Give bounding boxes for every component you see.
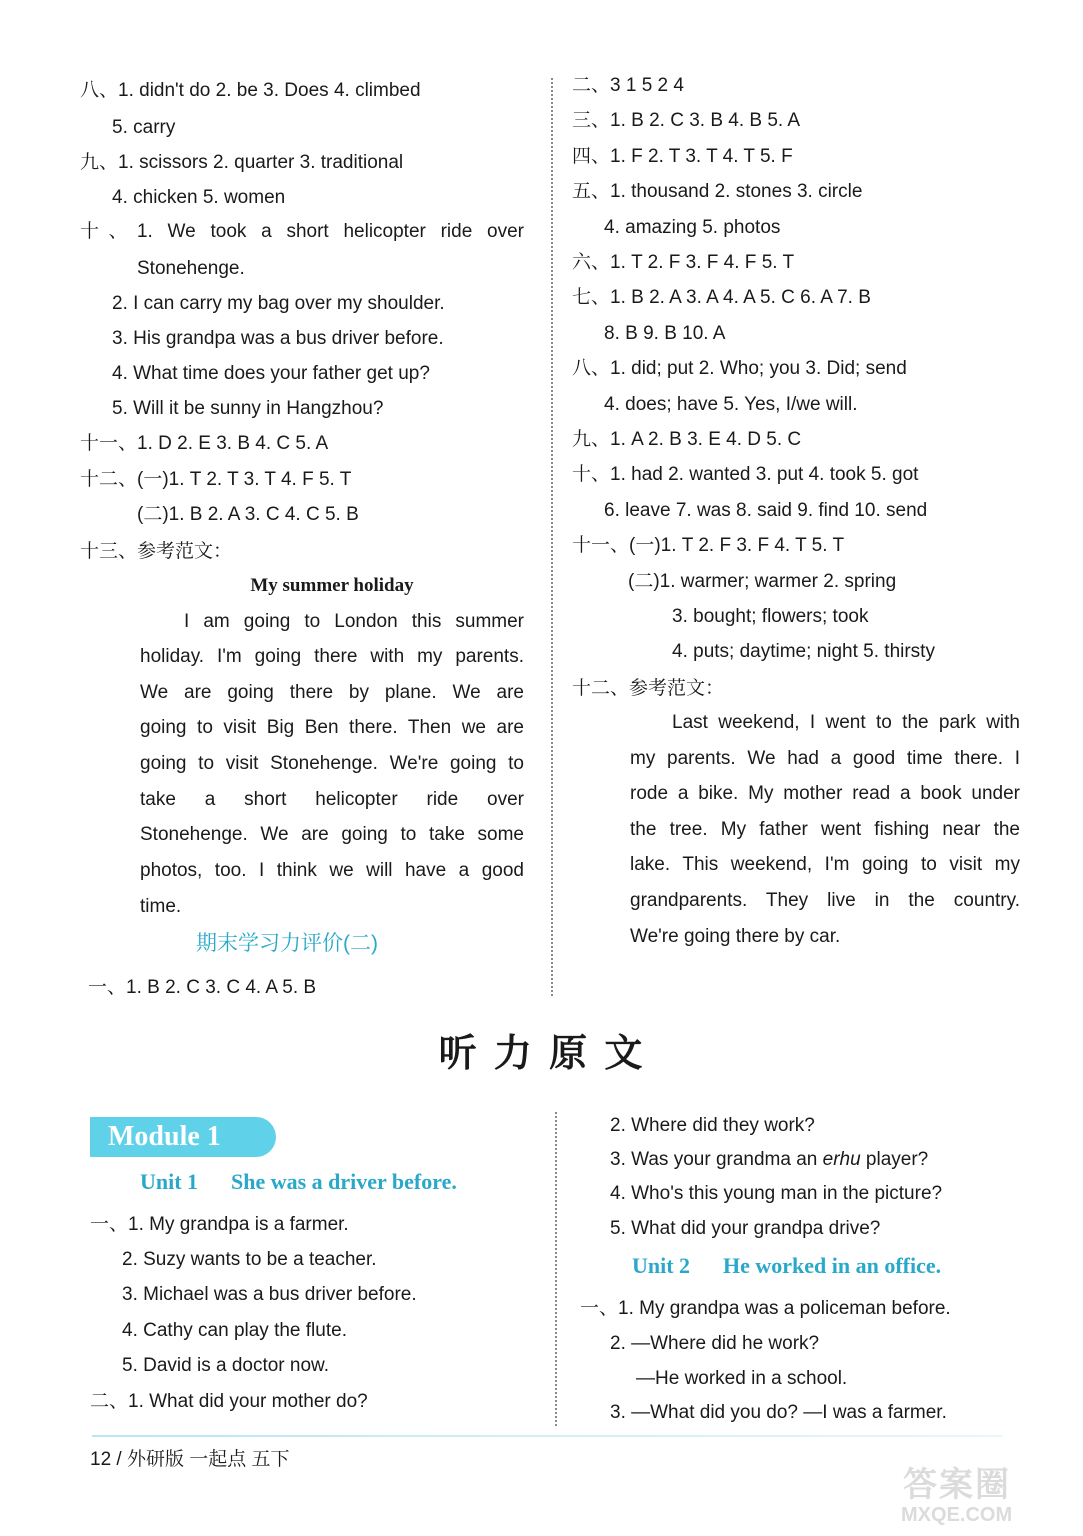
essay-line: We are going there by plane. We are bbox=[140, 682, 524, 703]
essay-line: photos, too. I think we will have a good bbox=[140, 860, 524, 881]
essay-line: my parents. We had a good time there. I bbox=[630, 748, 1020, 769]
answer-line: 十一、1. D 2. E 3. B 4. C 5. A bbox=[80, 433, 329, 454]
answer-line: 8. B 9. B 10. A bbox=[604, 323, 726, 344]
essay-line: take a short helicopter ride over bbox=[140, 789, 524, 810]
transcript-line: 二、1. What did your mother do? bbox=[90, 1391, 368, 1412]
answer-line: 4. What time does your father get up? bbox=[112, 363, 430, 384]
module-banner bbox=[90, 1117, 276, 1157]
answer-line: 九、1. A 2. B 3. E 4. D 5. C bbox=[572, 429, 802, 450]
unit-number: Unit 1 bbox=[140, 1169, 199, 1194]
transcript-text: 3. Was your grandma an bbox=[610, 1149, 823, 1170]
essay-line: holiday. I'm going there with my parents. bbox=[140, 646, 524, 667]
answer-line: 六、1. T 2. F 3. F 4. F 5. T bbox=[572, 252, 795, 273]
answer-line: 七、1. B 2. A 3. A 4. A 5. C 6. A 7. B bbox=[572, 287, 871, 308]
answer-line: 三、1. B 2. C 3. B 4. B 5. A bbox=[572, 110, 801, 131]
essay-title: My summer holiday bbox=[250, 575, 414, 596]
answer-line: 5. carry bbox=[112, 117, 176, 138]
essay-line: going to visit Stonehenge. We're going to bbox=[140, 753, 524, 774]
answer-line: 二、3 1 5 2 4 bbox=[572, 75, 684, 96]
transcript-line: 2. Where did they work? bbox=[610, 1115, 815, 1136]
transcript-line: 3. —What did you do? —I was a farmer. bbox=[610, 1402, 947, 1423]
essay-line: Stonehenge. We are going to take some bbox=[140, 824, 524, 845]
answer-line: 一、1. B 2. C 3. C 4. A 5. B bbox=[88, 977, 317, 998]
transcript-line: 4. Who's this young man in the picture? bbox=[610, 1183, 943, 1204]
answer-line: 十一、(一)1. T 2. F 3. F 4. T 5. T bbox=[572, 535, 845, 556]
transcript-line: 一、1. My grandpa was a policeman before. bbox=[580, 1298, 951, 1319]
transcript-line: 5. What did your grandpa drive? bbox=[610, 1218, 881, 1239]
answer-line: 十、1. We took a short helicopter ride over bbox=[80, 221, 524, 242]
transcript-line: 3. Michael was a bus driver before. bbox=[122, 1284, 417, 1305]
watermark-text: 答案圈 bbox=[903, 1466, 1011, 1504]
transcript-line: 4. Cathy can play the flute. bbox=[122, 1320, 347, 1341]
answer-line: 4. puts; daytime; night 5. thirsty bbox=[672, 641, 935, 662]
answer-line: 4. chicken 5. women bbox=[112, 187, 286, 208]
section-label: 十二、参考范文： bbox=[572, 678, 725, 699]
answer-line: 十、1. had 2. wanted 3. put 4. took 5. got bbox=[572, 464, 919, 485]
watermark-url: MXQE.COM bbox=[901, 1504, 1013, 1526]
transcript-line: 2. —Where did he work? bbox=[610, 1333, 820, 1354]
essay-line: time. bbox=[140, 896, 182, 917]
essay-line: I am going to London this summer bbox=[184, 611, 524, 632]
essay-line: lake. This weekend, I'm going to visit my bbox=[630, 854, 1020, 875]
answer-line: (二)1. B 2. A 3. C 4. C 5. B bbox=[137, 504, 359, 525]
transcript-text: player? bbox=[860, 1149, 929, 1170]
page-footer: 12 / 外研版 一起点 五下 bbox=[90, 1449, 290, 1470]
essay-line: We're going there by car. bbox=[630, 926, 841, 947]
answer-line: 5. Will it be sunny in Hangzhou? bbox=[112, 398, 384, 419]
answer-line: 4. amazing 5. photos bbox=[604, 217, 781, 238]
transcript-line: 一、1. My grandpa is a farmer. bbox=[90, 1214, 349, 1235]
transcript-italic: erhu bbox=[822, 1149, 861, 1170]
transcript-line: —He worked in a school. bbox=[636, 1368, 848, 1389]
essay-line: the tree. My father went fishing near the bbox=[630, 819, 1020, 840]
transcript-line bbox=[610, 1148, 928, 1172]
answer-line: 十二、(一)1. T 2. T 3. T 4. F 5. T bbox=[80, 469, 352, 490]
watermark-logo bbox=[895, 1466, 1070, 1530]
essay-line: rode a bike. My mother read a book under bbox=[630, 783, 1020, 804]
answer-line: Stonehenge. bbox=[137, 258, 245, 279]
module-title: Module 1 bbox=[108, 1121, 221, 1152]
essay-line: Last weekend, I went to the park with bbox=[672, 712, 1020, 733]
answer-line: 2. I can carry my bag over my shoulder. bbox=[112, 293, 445, 314]
unit-title: She was a driver before. bbox=[231, 1169, 457, 1194]
footer-rule bbox=[92, 1435, 1002, 1437]
answer-line: 九、1. scissors 2. quarter 3. traditional bbox=[80, 152, 404, 173]
essay-line: going to visit Big Ben there. Then we are bbox=[140, 717, 524, 738]
exam-section-title: 期末学习力评价(二) bbox=[196, 932, 378, 955]
answer-line: 八、1. did; put 2. Who; you 3. Did; send bbox=[572, 358, 907, 379]
answer-line: 3. bought; flowers; took bbox=[672, 606, 869, 627]
answer-line: 四、1. F 2. T 3. T 4. T 5. F bbox=[572, 146, 793, 167]
section-label: 十三、参考范文： bbox=[80, 541, 233, 562]
column-divider bbox=[551, 78, 553, 996]
transcript-line: 2. Suzy wants to be a teacher. bbox=[122, 1249, 377, 1270]
answer-line: 3. His grandpa was a bus driver before. bbox=[112, 328, 444, 349]
answer-line: 4. does; have 5. Yes, I/we will. bbox=[604, 394, 858, 415]
answer-line: 八、1. didn't do 2. be 3. Does 4. climbed bbox=[80, 80, 421, 101]
section-heading: 听 力 原 文 bbox=[438, 1031, 645, 1075]
transcript-line: 5. David is a doctor now. bbox=[122, 1355, 329, 1376]
unit-number: Unit 2 bbox=[632, 1253, 691, 1278]
column-divider bbox=[555, 1112, 557, 1426]
answer-line: 6. leave 7. was 8. said 9. find 10. send bbox=[604, 500, 928, 521]
essay-line: grandparents. They live in the country. bbox=[630, 890, 1020, 911]
answer-line: 五、1. thousand 2. stones 3. circle bbox=[572, 181, 863, 202]
answer-line: (二)1. warmer; warmer 2. spring bbox=[628, 571, 897, 592]
unit-title: He worked in an office. bbox=[723, 1253, 942, 1278]
